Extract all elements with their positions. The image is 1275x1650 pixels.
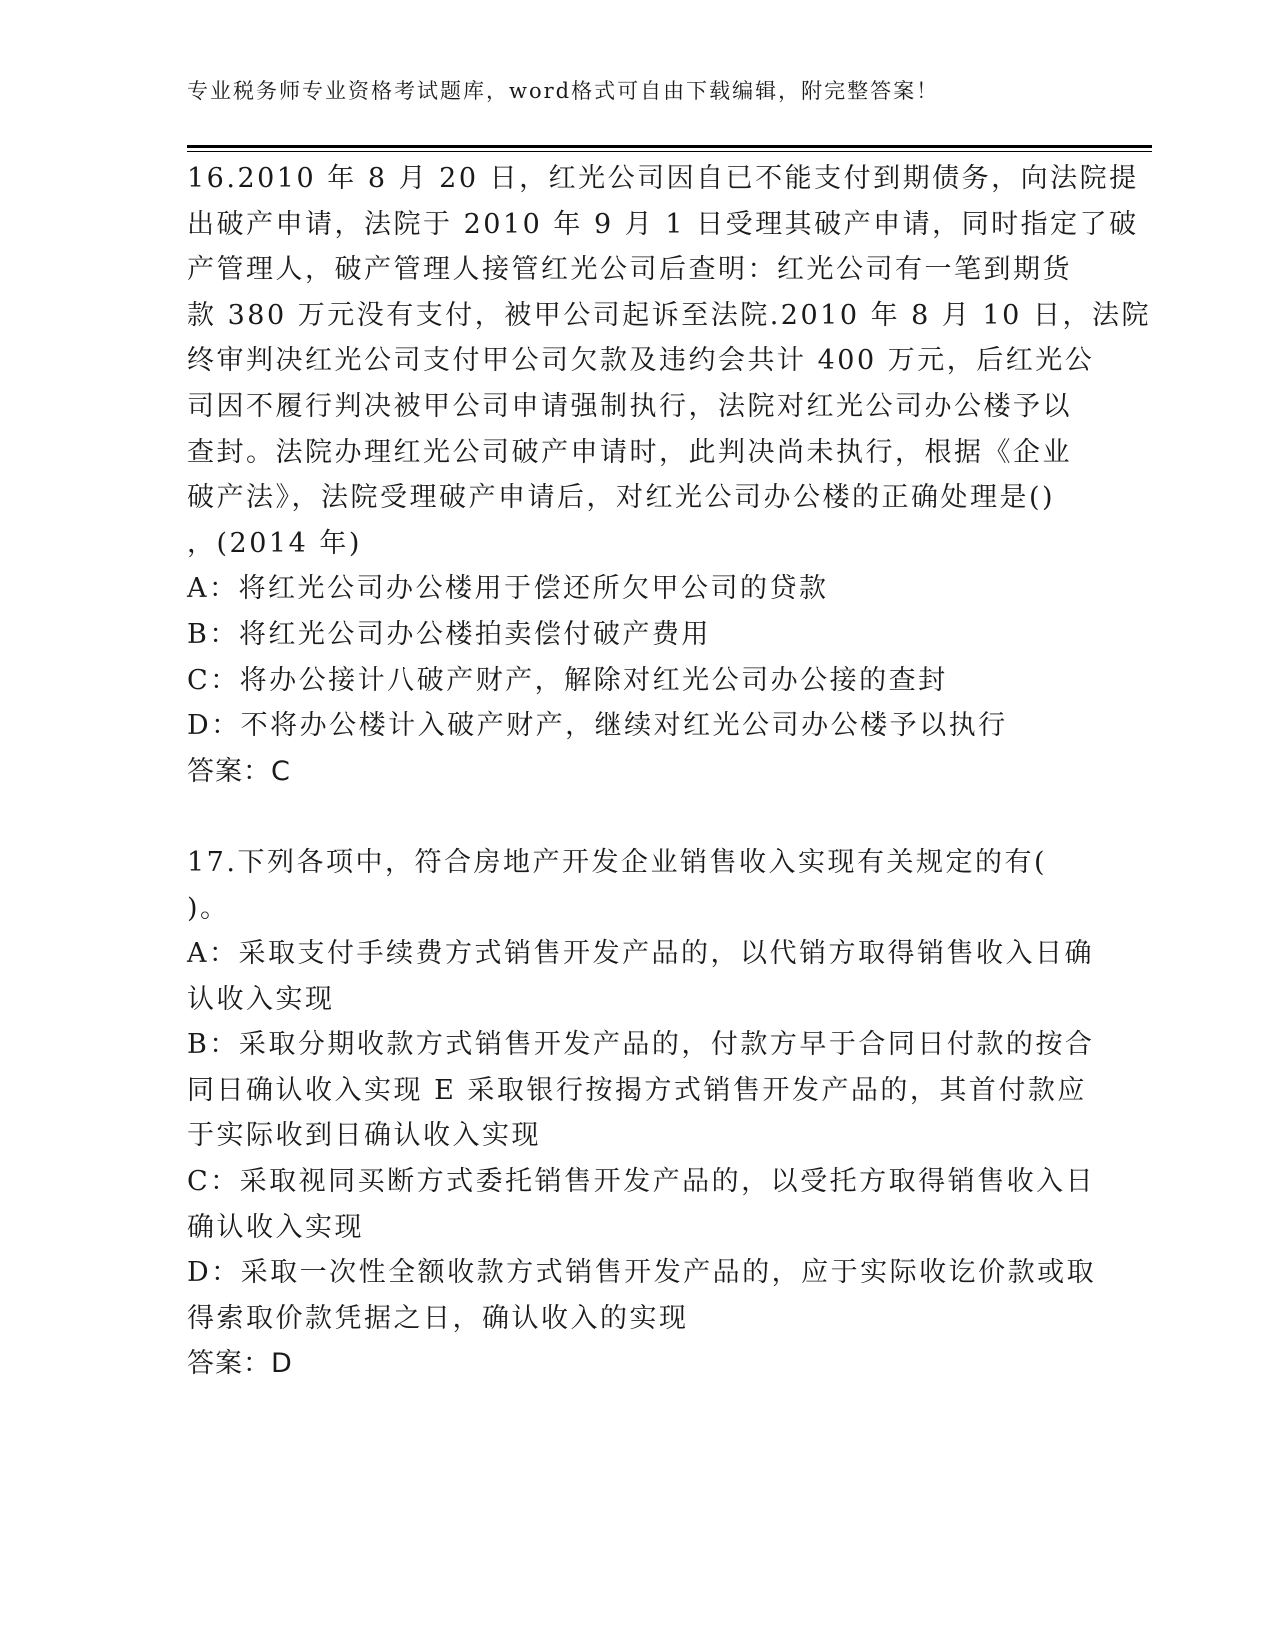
question-stem-line: 破产法》，法院受理破产申请后，对红光公司办公楼的正确处理是() [187, 482, 1056, 514]
option-a-continued: 认收入实现 [187, 983, 335, 1015]
question-stem-line: 17.下列各项中，符合房地产开发企业销售收入实现有关规定的有( [187, 846, 1047, 878]
option-c: C：将办公接计八破产财产，解除对红光公司办公接的查封 [187, 664, 948, 696]
header-rule-thick [187, 145, 1152, 148]
option-d: D：不将办公楼计入破产财产，继续对红光公司办公楼予以执行 [187, 710, 1008, 742]
option-b: B：采取分期收款方式销售开发产品的，付款方早于合同日付款的按合 [187, 1029, 1095, 1061]
option-b-continued: 于实际收到日确认收入实现 [187, 1120, 541, 1152]
header-rule-thin [187, 151, 1152, 152]
question-stem-line: )。 [187, 892, 230, 924]
question-stem-line: 款 380 万元没有支付，被甲公司起诉至法院.2010 年 8 月 10 日，法院 [187, 299, 1151, 331]
answer-label: 答案：D [187, 1348, 293, 1380]
question-17 [187, 840, 1097, 1387]
question-spacer [187, 794, 1077, 840]
question-stem-line: 司因不履行判决被甲公司申请强制执行，法院对红光公司办公楼予以 [187, 390, 1072, 422]
option-a: A：采取支付手续费方式销售开发产品的，以代销方取得销售收入日确 [187, 938, 1094, 970]
page-header: 专业税务师专业资格考试题库，word格式可自由下载编辑，附完整答案！ [187, 79, 940, 103]
answer-label: 答案：C [187, 755, 291, 787]
question-16 [187, 156, 1151, 794]
question-stem-line: 16.2010 年 8 月 20 日，红光公司因自已不能支付到期债务，向法院提 [187, 163, 1139, 194]
question-stem-line: 产管理人，破产管理人接管红光公司后查明：红光公司有一笔到期货 [187, 254, 1072, 286]
option-d: D：采取一次性全额收款方式销售开发产品的，应于实际收讫价款或取 [187, 1257, 1097, 1289]
option-b: B：将红光公司办公楼拍卖偿付破产费用 [187, 618, 711, 650]
question-stem-line: 出破产申请，法院于 2010 年 9 月 1 日受理其破产申请，同时指定了破 [187, 208, 1139, 240]
question-stem-line: 终审判决红光公司支付甲公司欠款及违约会共计 400 万元，后红光公 [187, 345, 1095, 377]
question-stem-line: ，(2014 年) [187, 527, 362, 559]
option-b-continued: 同日确认收入实现 E 采取银行按揭方式销售开发产品的，其首付款应 [187, 1074, 1087, 1106]
question-list [187, 156, 1151, 1387]
option-c: C：采取视同买断方式委托销售开发产品的，以受托方取得销售收入日 [187, 1166, 1096, 1198]
option-d-continued: 得索取价款凭据之日，确认收入的实现 [187, 1302, 689, 1334]
question-stem-line: 查封。法院办理红光公司破产申请时，此判决尚未执行，根据《企业 [187, 436, 1072, 468]
option-c-continued: 确认收入实现 [187, 1211, 364, 1243]
option-a: A：将红光公司办公楼用于偿还所欠甲公司的贷款 [187, 573, 829, 605]
